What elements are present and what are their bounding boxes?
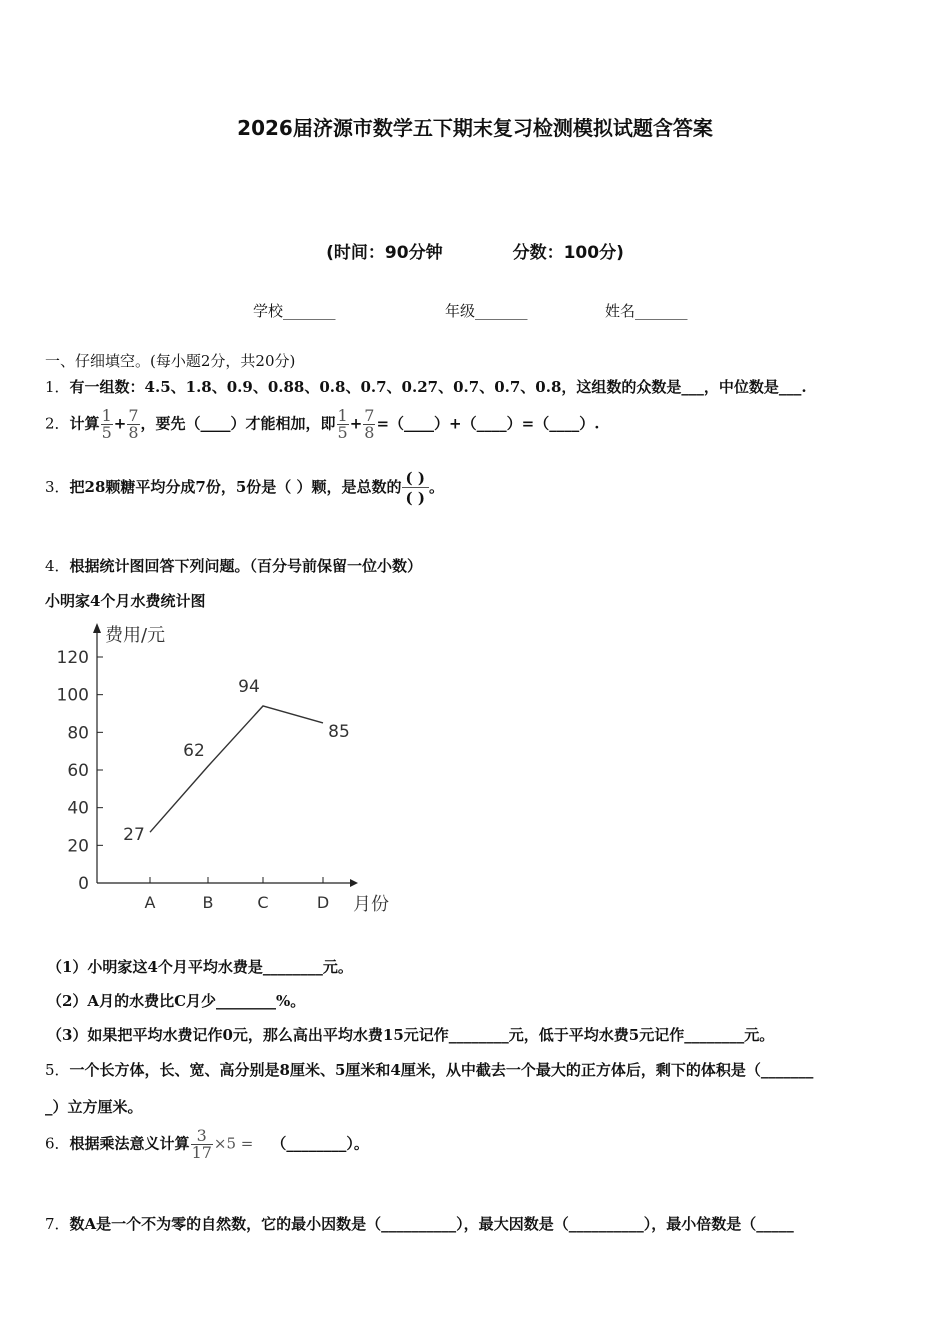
school-field[interactable]: 学校_______ [253, 302, 336, 320]
name-field[interactable]: 姓名_______ [605, 302, 688, 320]
data-label: 62 [183, 741, 205, 762]
question-text: 根据统计图回答下列问题。（百分号前保留一位小数） [69, 557, 423, 575]
y-tick-label: 60 [67, 761, 89, 781]
question-number: 2． [45, 414, 70, 433]
x-tick-label: B [202, 893, 214, 912]
y-tick-label: 0 [78, 874, 89, 894]
exam-score: 分数：100分) [512, 243, 624, 263]
x-axis-label: 月份 [353, 894, 389, 915]
x-tick-label: D [316, 893, 330, 912]
question-2: 2．计算 $\frac{1}{5}$ + $\frac{7}{8}$ ，要先（____）才能相加，即 $\frac{1}{5}$ + $\frac{7}{8}$ =（____）+（____）=（____）. [45, 406, 600, 442]
question-4 [45, 555, 422, 576]
question-4-part-2: （2）A月的水费比C月少________%。 [47, 992, 306, 1010]
data-label: 27 [123, 825, 145, 846]
x-tick-label: C [257, 893, 269, 912]
question-text: =（____）+（____）=（____）. [376, 414, 600, 433]
x-axis-arrow [350, 879, 358, 887]
y-axis-arrow [93, 623, 101, 633]
question-number: 5． [45, 1061, 70, 1079]
question-text: 数A是一个不为零的自然数，它的最小因数是（__________），最大因数是（__________），最小倍数是（_____ [69, 1215, 794, 1233]
chart-caption: 小明家4个月水费统计图 [45, 592, 206, 610]
y-tick-label: 20 [67, 836, 89, 857]
exam-time: (时间：90分钟 [326, 243, 443, 263]
question-1 [45, 376, 807, 397]
x-tick-label: A [144, 893, 156, 912]
chart-axes [93, 623, 358, 887]
section-heading: 一、仔细填空。(每小题2分，共20分) [45, 352, 296, 370]
question-number: 1． [45, 378, 70, 396]
fraction-3-17: $\frac{3}{17}$ [191, 1126, 212, 1162]
question-5 [45, 1059, 813, 1080]
multiply-expression: ×5 = [213, 1134, 254, 1153]
question-text: 一个长方体，长、宽、高分别是8厘米、5厘米和4厘米，从中截去一个最大的正方体后，剩下的体积是（_______ [69, 1061, 814, 1079]
question-4-part-1: （1）小明家这4个月平均水费是________元。 [47, 958, 353, 976]
question-text: ，要先（____）才能相加，即 [140, 414, 336, 433]
water-fee-line-chart [40, 615, 420, 920]
data-label: 85 [328, 721, 350, 742]
y-tick-label: 100 [56, 685, 89, 706]
question-text: 把28颗糖平均分成7份，5份是（ ）颗，是总数的 [69, 478, 402, 496]
question-number: 6． [45, 1134, 70, 1153]
fraction-1-5: $\frac{1}{5}$ [101, 406, 112, 442]
y-tick-label: 80 [67, 723, 89, 744]
data-label: 94 [238, 676, 260, 697]
question-number: 7． [45, 1215, 70, 1233]
question-text: 根据乘法意义计算 [69, 1134, 190, 1153]
y-axis-label: 费用/元 [105, 625, 166, 646]
blank-fraction[interactable]: ( ) ( ) [402, 470, 429, 506]
answer-blank[interactable]: （________）。 [271, 1134, 369, 1153]
question-4-part-3: （3）如果把平均水费记作0元，那么高出平均水费15元记作________元，低于平均水费5元记作________元。 [47, 1026, 775, 1044]
fraction-7-8: $\frac{7}{8}$ [128, 406, 139, 442]
chart-series [150, 706, 323, 832]
page-title: 2026届济源市数学五下期末复习检测模拟试题含答案 [237, 116, 713, 140]
fraction-7-8: $\frac{7}{8}$ [364, 406, 375, 442]
y-tick-label: 120 [56, 648, 89, 668]
question-3: 3．把28颗糖平均分成7份，5份是（ ）颗，是总数的 ( ) ( ) 。 [45, 469, 444, 507]
fraction-1-5: $\frac{1}{5}$ [337, 406, 348, 442]
series-line [150, 706, 323, 832]
question-text: 计算 [69, 414, 100, 433]
question-number: 3． [45, 478, 70, 496]
exam-meta [0, 238, 950, 263]
grade-field[interactable]: 年级_______ [445, 302, 528, 320]
question-text: 有一组数：4.5、1.8、0.9、0.88、0.8、0.7、0.27、0.7、0.7、0.8，这组数的众数是___，中位数是___. [69, 378, 807, 396]
question-7 [45, 1213, 794, 1234]
question-5-continued: _）立方厘米。 [45, 1098, 143, 1116]
chart-labels [105, 625, 389, 915]
y-tick-label: 40 [67, 798, 89, 819]
question-6 [45, 1128, 369, 1161]
question-number: 4． [45, 557, 70, 575]
